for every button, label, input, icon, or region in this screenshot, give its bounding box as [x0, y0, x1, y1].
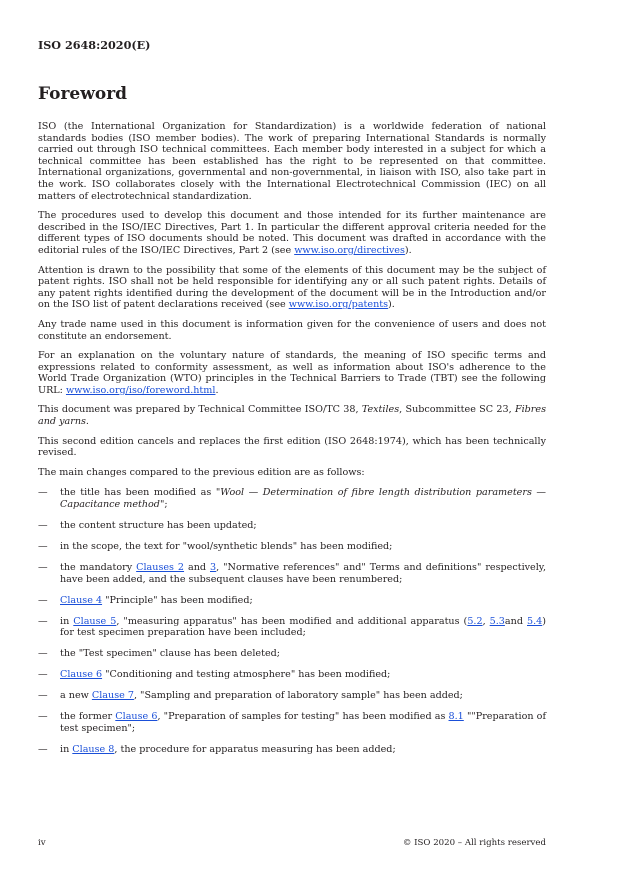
- paragraph-procedures: [38, 210, 546, 256]
- link-clause-3[interactable]: 3: [210, 561, 217, 573]
- committee-name: Textiles: [361, 404, 400, 416]
- text: a new: [60, 690, 92, 702]
- list-item: [38, 562, 546, 585]
- text: , "measuring apparatus" has been modified and additional apparatus (: [116, 615, 468, 627]
- text: ,: [482, 615, 490, 627]
- link-clause-8[interactable]: Clause 8: [72, 743, 115, 755]
- link-clause-6[interactable]: Clause 6: [60, 669, 103, 681]
- text: ";: [159, 499, 168, 511]
- text: , "Sampling and preparation of laboratory sample" has been added;: [133, 690, 463, 702]
- dash-bullet: —: [38, 594, 48, 606]
- link-patents[interactable]: www.iso.org/patents: [288, 299, 389, 311]
- paragraph-patents: [38, 265, 546, 311]
- text: .: [215, 384, 219, 396]
- text: in: [60, 743, 73, 755]
- text: the "Test specimen" clause has been deleted;: [60, 648, 280, 660]
- dash-bullet: —: [38, 690, 48, 702]
- list-item: [38, 744, 546, 756]
- list-item: [38, 541, 546, 553]
- paragraph-committee: [38, 404, 546, 427]
- paragraph-trade-name: Any trade name used in this document is information given for the convenience of users and does not constitute an endorsement.: [38, 318, 546, 342]
- text: , "Preparation of samples for testing" has been modified as: [157, 711, 449, 723]
- list-item: [38, 520, 546, 532]
- text: , Subcommittee SC 23,: [399, 404, 515, 416]
- paragraph-edition: This second edition cancels and replaces the first edition (ISO 2648:1974), which has been technically revised.: [38, 435, 546, 459]
- link-8-1[interactable]: 8.1: [448, 711, 464, 723]
- link-5-3[interactable]: 5.3: [489, 615, 505, 627]
- dash-bullet: —: [38, 615, 48, 627]
- page-title: Foreword: [38, 84, 128, 104]
- page-number: iv: [38, 838, 46, 848]
- link-clause-5[interactable]: Clause 5: [73, 615, 117, 627]
- text: Attention is drawn to the possibility that some of the elements of this document may be the subject of patent rights. ISO shall not be held responsible for identifying any or all such patent rights. Details of any patent rights identified during the development of the document will be in the Introduction and/or on the ISO list of patent declarations received (see: [38, 264, 546, 311]
- link-former-clause-6[interactable]: Clause 6: [115, 711, 158, 723]
- list-item: [38, 648, 546, 660]
- text: This document was prepared by Technical Committee ISO/TC 38,: [38, 404, 362, 416]
- dash-bullet: —: [38, 743, 48, 755]
- link-clause-7[interactable]: Clause 7: [91, 690, 134, 702]
- list-item: [38, 595, 546, 607]
- link-5-4[interactable]: 5.4: [527, 615, 543, 627]
- text: the title has been modified as ": [60, 487, 221, 499]
- text: in the scope, the text for "wool/synthetic blends" has been modified;: [60, 541, 393, 552]
- copyright-notice: © ISO 2020 – All rights reserved: [402, 838, 546, 848]
- paragraph-voluntary-nature: [38, 350, 546, 396]
- changes-list: [38, 487, 546, 755]
- text: the former: [60, 711, 116, 723]
- text: "Conditioning and testing atmosphere" has been modified;: [102, 669, 391, 681]
- foreword-body: [38, 121, 546, 765]
- dash-bullet: —: [38, 520, 48, 532]
- text: and: [504, 615, 527, 627]
- text: and: [184, 561, 211, 573]
- text: .: [85, 416, 89, 428]
- paragraph-main-changes: The main changes compared to the previous edition are as follows:: [38, 466, 365, 478]
- link-clause-4[interactable]: Clause 4: [60, 594, 103, 606]
- dash-bullet: —: [38, 561, 48, 573]
- standard-title: Wool — Determination of fibre length distribution parameters — Capacitance method: [60, 487, 546, 511]
- dash-bullet: —: [38, 669, 48, 681]
- subcommittee-name: Fibres and yarns: [38, 404, 546, 428]
- list-item: [38, 616, 546, 639]
- text: the mandatory: [60, 561, 137, 573]
- list-item: [38, 711, 546, 734]
- text: For an explanation on the voluntary nature of standards, the meaning of ISO specific terms and expressions related to conformity assessment, as well as information about ISO's adherence to the World Trade Organization (WTO) principles in the Technical Barriers to Trade (TBT) see the following URL:: [38, 350, 546, 396]
- text: the content structure has been updated;: [60, 520, 257, 532]
- link-5-2[interactable]: 5.2: [467, 615, 483, 627]
- list-item: [38, 669, 546, 681]
- text: ).: [388, 299, 395, 311]
- dash-bullet: —: [38, 541, 48, 552]
- document-id: ISO 2648:2020(E): [38, 38, 151, 52]
- text: ).: [404, 244, 412, 256]
- text: , the procedure for apparatus measuring has been added;: [114, 743, 396, 755]
- text: , "Normative references" and" Terms and definitions" respectively, have been added, and the subsequent clauses have been renumbered;: [60, 561, 547, 585]
- text: ""Preparation of test specimen";: [60, 711, 547, 734]
- text: "Principle" has been modified;: [102, 594, 253, 606]
- text: in: [60, 615, 74, 627]
- dash-bullet: —: [38, 487, 48, 499]
- text: ) for test specimen preparation have been included;: [60, 615, 547, 639]
- link-directives[interactable]: www.iso.org/directives: [294, 244, 405, 256]
- link-foreword[interactable]: www.iso.org/iso/foreword.html: [65, 384, 216, 396]
- link-clauses-2[interactable]: Clauses 2: [136, 561, 185, 573]
- paragraph-iso-intro: ISO (the International Organization for Standardization) is a worldwide federation of national standards bodies (ISO member bodies). The work of preparing International Standards is normally carried out through ISO technical committees. Each member body interested in a subject for which a technical committee has been established has the right to be represented on that committee. International organizations, governmental and non-governmental, in liaison with ISO, also take part in the work. ISO collaborates closely with the International Electrotechnical Commission (IEC) on all matters of electrotechnical standardization.: [38, 121, 546, 202]
- list-item: [38, 690, 546, 702]
- dash-bullet: —: [38, 711, 48, 723]
- list-item: [38, 487, 546, 510]
- text: The procedures used to develop this document and those intended for its further maintenance are described in the ISO/IEC Directives, Part 1. In particular the different approval criteria needed for the different types of ISO documents should be noted. This document was drafted in accordance with the editorial rules of the ISO/IEC Directives, Part 2 (see: [38, 210, 546, 256]
- dash-bullet: —: [38, 648, 48, 660]
